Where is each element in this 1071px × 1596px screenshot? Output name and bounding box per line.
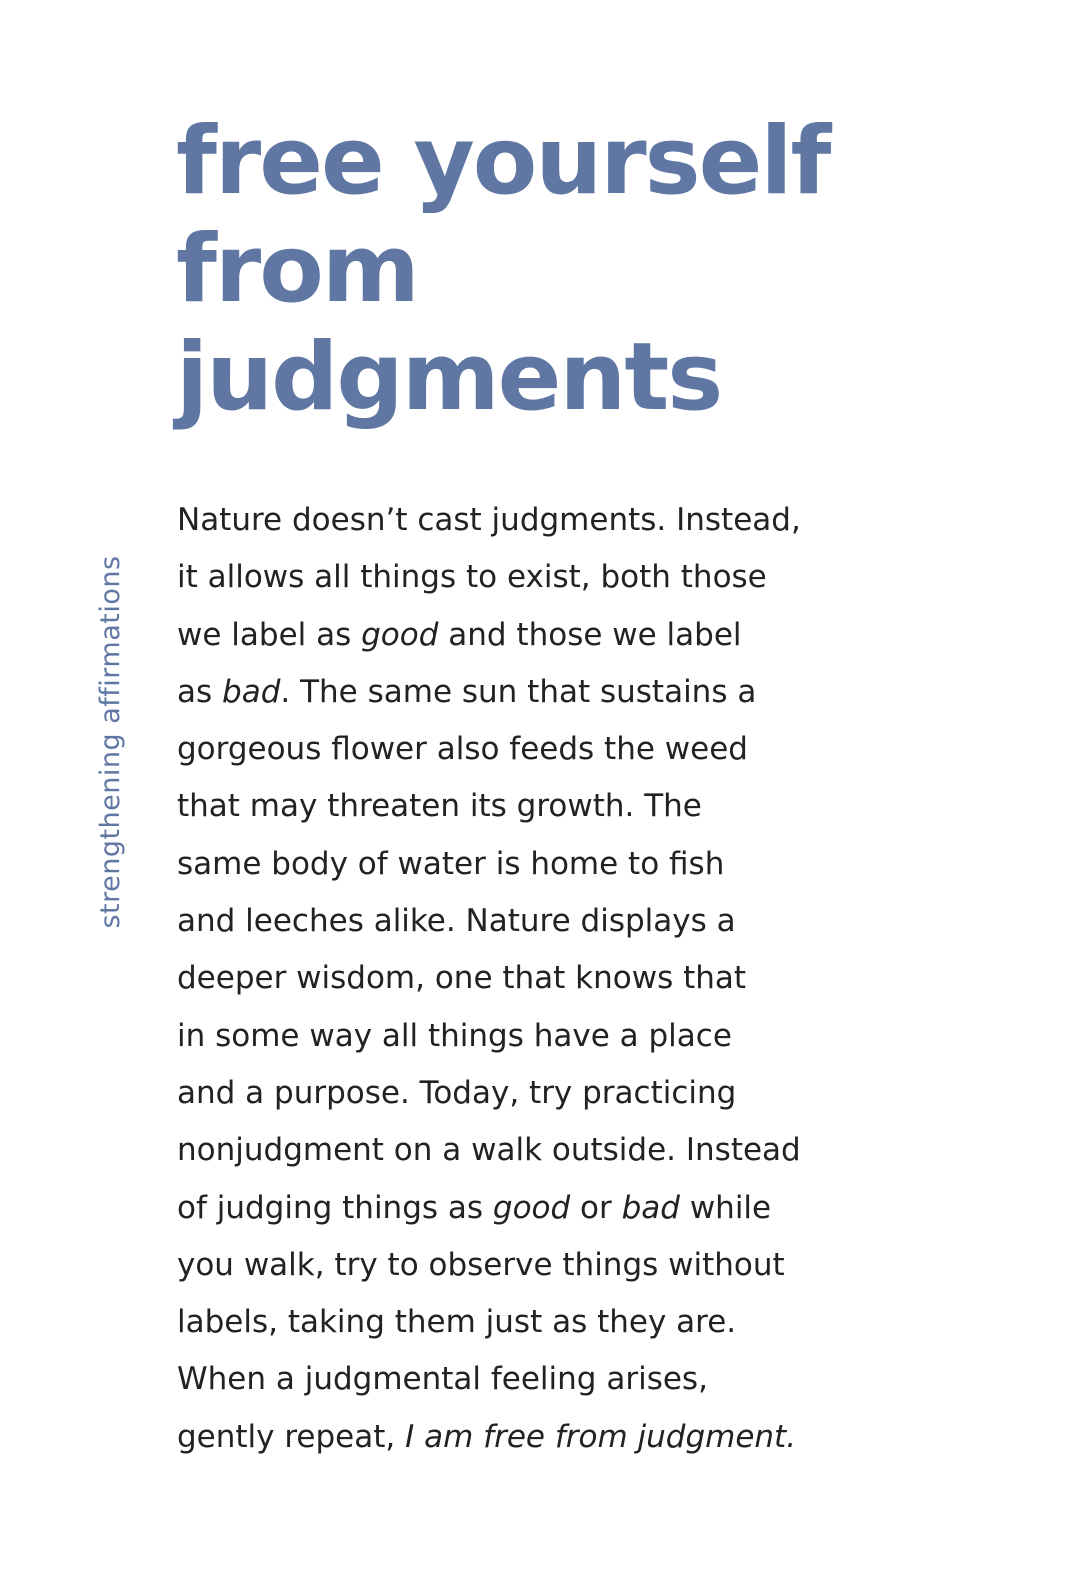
body-line: When a judgmental feeling arises, [177,1361,708,1398]
body-line [177,1180,1057,1237]
text-run: gently repeat, [177,1418,406,1455]
emphasis-text: bad [222,673,281,710]
title-line: from [176,215,418,324]
body-line: nonjudgment on a walk outside. Instead [177,1132,801,1169]
body-line: deeper wisdom, one that knows that [177,960,747,997]
text-run: as [177,673,223,710]
text-run: while [679,1189,772,1226]
body-line: same body of water is home to fish [177,845,725,882]
body-line: labels, taking them just as they are. [177,1304,737,1341]
body-line: and leeches alike. Nature displays a [177,903,736,940]
page-title [176,108,1036,432]
section-label: strengthening affirmations [95,555,126,929]
body-line: and a purpose. Today, try practicing [177,1074,737,1111]
text-run: we label as [177,616,362,653]
body-line: you walk, try to observe things without [177,1246,785,1283]
emphasis-text: good [361,616,439,653]
body-line [177,664,1057,721]
title-line: judgments [176,323,722,432]
body-line: in some way all things have a place [177,1017,732,1054]
body-line [177,607,1057,664]
body-line: it allows all things to exist, both those [177,559,767,596]
emphasis-text: good [492,1189,571,1226]
body-line: gorgeous flower also feeds the weed [177,731,748,768]
text-run: . The same sun that sustains a [280,673,757,710]
body-line: that may threaten its growth. The [177,788,702,825]
body-line [177,1409,1057,1466]
emphasis-text: I am free from judgment. [405,1418,797,1455]
title-line: free yourself [176,107,830,216]
body-paragraph [177,492,1057,1466]
body-line: Nature doesn’t cast judgments. Instead, [177,502,801,538]
text-run: and those we label [438,616,742,653]
emphasis-text: bad [621,1189,680,1226]
text-run: of judging things as [177,1189,493,1226]
text-run: or [570,1189,622,1226]
